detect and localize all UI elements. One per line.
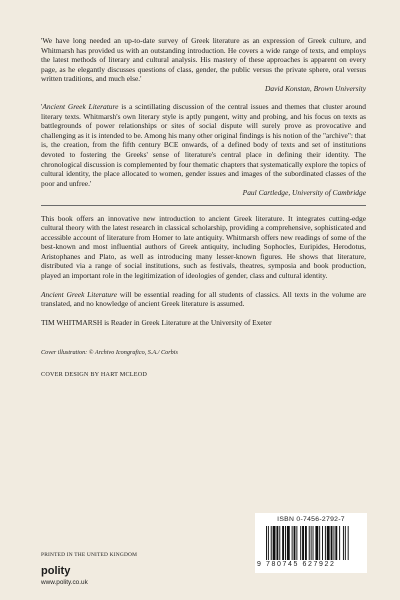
barcode-bar bbox=[319, 526, 320, 560]
barcode-bar bbox=[313, 526, 314, 560]
barcode-bar bbox=[331, 526, 333, 560]
divider-line bbox=[41, 205, 366, 206]
barcode-bar bbox=[282, 526, 284, 560]
barcode-bar bbox=[296, 526, 297, 560]
barcode-bar bbox=[279, 526, 280, 560]
review-quote-konstan: 'We have long needed an up-to-date survey of Greek literature as an expression of Greek culture, and Whitmarsh has provided us with an outstanding introduction. He covers a wide range of texts, and employs the latest methods of literary and cultural analysis. His mastery of these approaches is apparent on every page, as he elegantly discusses questions of class, gender, the public versus the private sphere, oral versus written traditions, and much else.' bbox=[41, 36, 366, 84]
barcode-bar bbox=[339, 526, 340, 560]
barcode-panel bbox=[255, 513, 367, 573]
publisher-logo: polity bbox=[41, 565, 71, 577]
book-title-italic-2: Ancient Greek Literature bbox=[41, 289, 118, 299]
quote-open-mark: ' bbox=[41, 102, 43, 112]
barcode-bar bbox=[348, 526, 349, 560]
barcode-bar bbox=[327, 526, 330, 560]
cover-design-credit: COVER DESIGN BY HART MCLEOD bbox=[41, 370, 148, 378]
review-quote-cartledge-body: is a scintillating discussion of the central issues and themes that cluster around literary texts. Whitmarsh's own literary style is aptly pungent, witty and probing, and his focus on texts as battlegrounds of power relationships or sites of social dispute will surely prove as provocative and challenging as it is intended to be. Among his many other original findings is his notion of the "archive": that is, the creation, from the fifth century BCE onwards, of a defined body of texts and set of institutions devoted to fostering the Greeks' sense of literature's central place in defining their identity. The chronological discussion is complemented by four thematic chapters that systematically explore the topics of cultural identity, the place allocated to women, gender issues and images of the subordinated classes of the poor and unfree.' bbox=[41, 102, 366, 188]
barcode-bar bbox=[345, 526, 346, 560]
cover-text-block bbox=[41, 36, 366, 379]
barcode-bar bbox=[322, 526, 323, 560]
barcode-bar bbox=[309, 526, 310, 560]
cover-illustration-credit: Cover illustration: © Archivo Icongrafico, S.A./ Corbis bbox=[41, 349, 178, 357]
publisher-block bbox=[41, 552, 137, 586]
barcode-bar bbox=[266, 526, 267, 560]
barcode-bar bbox=[273, 526, 276, 560]
barcode-bar bbox=[271, 526, 272, 560]
barcode-bar bbox=[305, 526, 307, 560]
essential-reading-body: will be essential reading for all students of classics. All texts in the volume are translated, and no knowledge of ancient Greek literature is assumed. bbox=[41, 289, 366, 309]
author-bio: TIM WHITMARSH is Reader in Greek Literature at the University of Exeter bbox=[41, 317, 272, 327]
printed-in-notice: PRINTED IN THE UNITED KINGDOM bbox=[41, 552, 138, 558]
essential-reading-paragraph bbox=[41, 290, 366, 309]
barcode-bar bbox=[294, 526, 296, 560]
barcode-bar bbox=[335, 526, 337, 560]
book-title-italic: Ancient Greek Literature bbox=[42, 102, 119, 112]
barcode-number: 9 780745 627922 bbox=[257, 561, 336, 568]
barcode-bar bbox=[325, 526, 326, 560]
barcode-bar bbox=[311, 526, 312, 560]
barcode-icon bbox=[266, 526, 358, 560]
isbn-text: ISBN 0-7456-2792-7 bbox=[277, 516, 345, 523]
book-description: This book offers an innovative new introduction to ancient Greek literature. It integrates cutting-edge cultural theory with the latest research in classical scholarship, providing a comprehensive, sophisticated and accessible account of literature from Homer to late antiquity. Whitmarsh offers new readings of some of the best-known and most influential authors of Greek antiquity, including Sophocles, Euripides, Herodotus, Aristophanes and Plato, as well as introducing many lesser-known figures. He shows that literature, distributed via a range of social institutions, such as festivals, theatres, symposia and book production, played an important role in the legitimization of ideologies of gender, class and cultural identity. bbox=[41, 213, 366, 281]
barcode-bar bbox=[292, 526, 293, 560]
attribution-cartledge: Paul Cartledge, University of Cambridge bbox=[242, 188, 366, 198]
barcode-bar bbox=[300, 526, 301, 560]
barcode-bar bbox=[333, 526, 334, 560]
review-quote-cartledge bbox=[41, 102, 366, 188]
attribution-konstan: David Konstan, Brown University bbox=[265, 83, 366, 93]
publisher-website: www.polity.co.uk bbox=[41, 579, 88, 586]
barcode-bar bbox=[276, 526, 278, 560]
barcode-bar bbox=[343, 526, 344, 560]
barcode-bar bbox=[285, 526, 286, 560]
barcode-bar bbox=[302, 526, 304, 560]
barcode-bar bbox=[287, 526, 290, 560]
barcode-bar bbox=[315, 526, 318, 560]
barcode-bar bbox=[268, 526, 269, 560]
